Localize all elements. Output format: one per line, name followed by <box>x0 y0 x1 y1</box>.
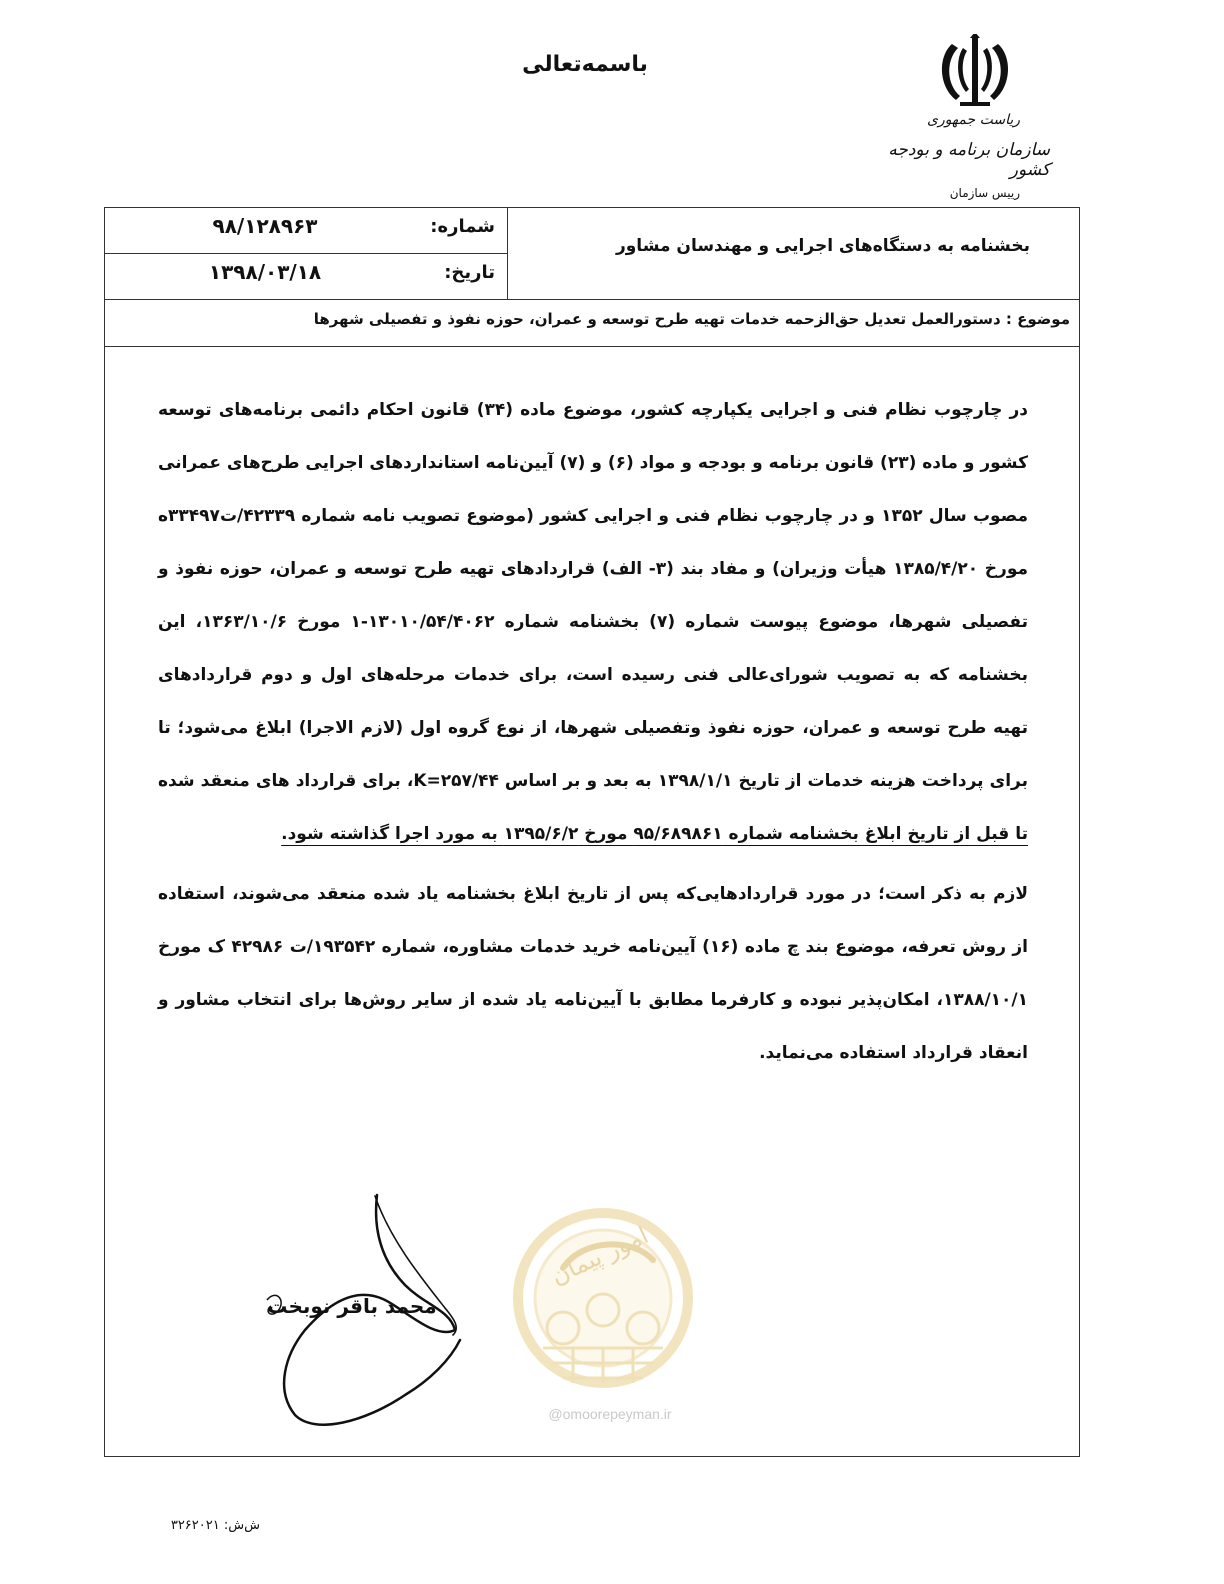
number-label: شماره: <box>430 216 495 237</box>
footer-code: ش‌ش: ۳۲۶۲۰۲۱ <box>170 1518 260 1533</box>
subject: موضوع : دستورالعمل تعدیل حق‌الزحمه خدمات تهیه طرح توسعه و عمران، حوزه نفوذ و تفصیلی شهرها <box>313 310 1070 328</box>
paragraph-1-text: در چارچوب نظام فنی و اجرایی یکپارچه کشور، موضوع ماده (۳۴) قانون احکام دائمی برنامه‌های توسعه کشور و ماده (۲۳) قانون برنامه و بودجه و مواد (۶) و (۷) آیین‌نامه استانداردهای اجرایی طرح‌های عمرانی مصوب سال ۱۳۵۲ و در چارچوب نظام فنی و اجرایی کشور (موضوع تصویب نامه شماره ۴۲۳۳۹/ت۳۳۴۹۷ه مورخ ۱۳۸۵/۴/۲۰ هیأت وزیران) و مفاد بند (۳- الف) قراردادهای تهیه طرح توسعه و عمران، حوزه نفوذ و تفصیلی شهرها، موضوع پیوست شماره (۷) بخشنامه شماره ۱۳۰۱۰/۵۴/۴۰۶۲-۱ مورخ ۱۳۶۳/۱۰/۶، این بخشنامه که به تصویب شورای‌عالی فنی رسیده است، برای خدمات مرحله‌های اول و دوم قراردادهای تهیه طرح توسعه و عمران، حوزه نفوذ وتفصیلی شهرها، از نوع گروه اول (لازم الاجرا) ابلاغ می‌شود؛ تا برای پرداخت هزینه خدمات از تاریخ ۱۳۹۸/۱/۱ به بعد و بر اساس K=۲۵۷/۴۴، برای قرارداد های منعقد شده <box>158 400 1029 791</box>
emblem-icon <box>930 34 1020 114</box>
body-paragraph-1 <box>158 384 1028 861</box>
bismillah-heading: باسمه‌تعالی <box>522 52 648 77</box>
watermark-logo-icon <box>503 1198 703 1428</box>
watermark-url: @omoorepeyman.ir <box>548 1406 672 1422</box>
org-line-presidency: ریاست جمهوری <box>926 112 1020 128</box>
org-line-head: رییس سازمان <box>949 186 1020 200</box>
recipients: بخشنامه به دستگاه‌های اجرایی و مهندسان مشاور <box>615 236 1030 256</box>
meta-divider <box>104 253 508 254</box>
body-paragraph-2: لازم به ذکر است؛ در مورد قراردادهایی‌که پس از تاریخ ابلاغ بخشنامه یاد شده منعقد می‌شوند، استفاده از روش تعرفه، موضوع بند چ ماده (۱۶) آیین‌نامه خرید خدمات مشاوره، شماره ۱۹۳۵۴۲/ت ۴۲۹۸۶ ک مورخ ۱۳۸۸/۱۰/۱، امکان‌پذیر نبوده و کارفرما مطابق با آیین‌نامه یاد شده از سایر روش‌ها برای انتخاب مشاور و انعقاد قرارداد استفاده می‌نماید. <box>158 884 1028 1063</box>
date-value: ۱۳۹۸/۰۳/۱۸ <box>208 260 322 284</box>
date-label: تاریخ: <box>444 262 495 283</box>
number-value: ۹۸/۱۲۸۹۶۳ <box>212 214 318 238</box>
meta-column-divider <box>507 207 508 299</box>
subject-divider <box>104 346 1080 347</box>
paragraph-1-underlined: تا قبل از تاریخ ابلاغ بخشنامه شماره ۹۵/۶۸۹۸۶۱ مورخ ۱۳۹۵/۶/۲ به مورد اجرا گذاشته شود. <box>281 824 1028 844</box>
watermark-logo-text: امور پیمان <box>546 1221 653 1291</box>
signer-name: محمد باقر نوبخت <box>267 1294 437 1318</box>
header-divider <box>104 299 1080 300</box>
org-line-organization: سازمان برنامه و بودجه کشور <box>888 140 1050 180</box>
